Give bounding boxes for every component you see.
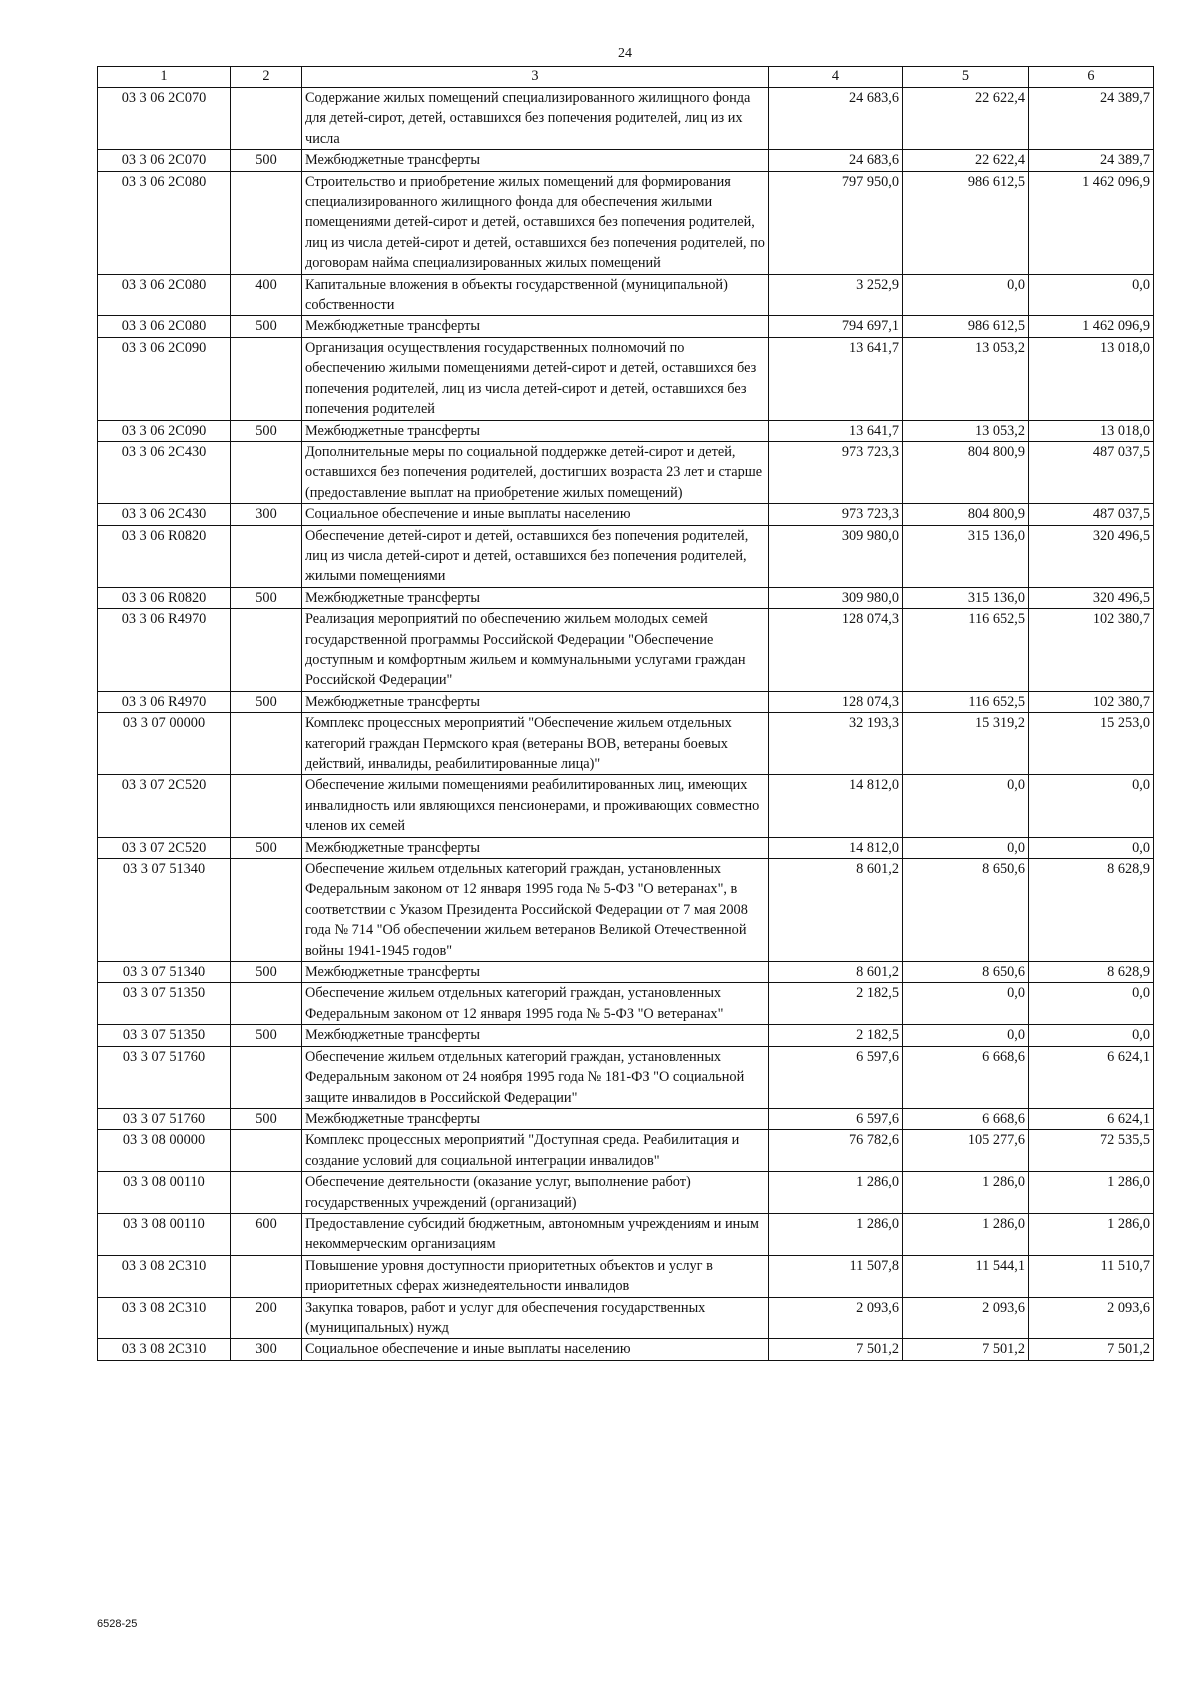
item-name-cell: Межбюджетные трансферты xyxy=(302,1025,769,1046)
amount-col6-cell: 72 535,5 xyxy=(1029,1130,1154,1172)
amount-col6-cell: 24 389,7 xyxy=(1029,88,1154,150)
table-row xyxy=(98,150,1154,171)
item-name-cell: Межбюджетные трансферты xyxy=(302,691,769,712)
table-row xyxy=(98,171,1154,274)
table-row xyxy=(98,962,1154,983)
amount-col5-cell: 7 501,2 xyxy=(903,1339,1029,1360)
amount-col5-cell: 116 652,5 xyxy=(903,691,1029,712)
amount-col6-cell: 1 286,0 xyxy=(1029,1213,1154,1255)
item-name-cell: Обеспечение жильем отдельных категорий граждан, установленных Федеральным законом от 24 ноября 1995 года № 181-ФЗ "О социальной защите инвалидов в Российской Федерации" xyxy=(302,1046,769,1108)
table-row xyxy=(98,525,1154,587)
table-row xyxy=(98,316,1154,337)
table-row xyxy=(98,337,1154,420)
table-row xyxy=(98,1108,1154,1129)
amount-col6-cell: 13 018,0 xyxy=(1029,337,1154,420)
document-code: 6528-25 xyxy=(97,1618,138,1630)
amount-col6-cell: 1 462 096,9 xyxy=(1029,171,1154,274)
amount-col4-cell: 2 182,5 xyxy=(769,1025,903,1046)
column-header: 4 xyxy=(769,67,903,88)
budget-code-cell: 03 3 07 2С520 xyxy=(98,837,231,858)
amount-col6-cell: 13 018,0 xyxy=(1029,420,1154,441)
amount-col5-cell: 116 652,5 xyxy=(903,609,1029,692)
expense-type-cell xyxy=(231,1255,302,1297)
expense-type-cell xyxy=(231,441,302,503)
budget-code-cell: 03 3 06 2С090 xyxy=(98,337,231,420)
expense-type-cell xyxy=(231,775,302,837)
item-name-cell: Межбюджетные трансферты xyxy=(302,962,769,983)
item-name-cell: Дополнительные меры по социальной поддержке детей-сирот и детей, оставшихся без попечения родителей, достигших возраста 23 лет и старше (предоставление выплат на приобретение жилых помещений) xyxy=(302,441,769,503)
expense-type-cell: 500 xyxy=(231,962,302,983)
budget-code-cell: 03 3 06 R0820 xyxy=(98,525,231,587)
expense-type-cell xyxy=(231,859,302,962)
amount-col6-cell: 0,0 xyxy=(1029,1025,1154,1046)
amount-col4-cell: 76 782,6 xyxy=(769,1130,903,1172)
expense-type-cell: 500 xyxy=(231,420,302,441)
item-name-cell: Социальное обеспечение и иные выплаты населению xyxy=(302,504,769,525)
table-row xyxy=(98,1046,1154,1108)
amount-col5-cell: 6 668,6 xyxy=(903,1108,1029,1129)
item-name-cell: Обеспечение жильем отдельных категорий граждан, установленных Федеральным законом от 12 января 1995 года № 5-ФЗ "О ветеранах", в соответствии с Указом Президента Российской Федерации от 7 мая 2008 года № 714 "Об обеспечении жильем ветеранов Великой Отечественной войны 1941-1945 годов" xyxy=(302,859,769,962)
expense-type-cell: 200 xyxy=(231,1297,302,1339)
amount-col6-cell: 1 462 096,9 xyxy=(1029,316,1154,337)
expense-type-cell: 500 xyxy=(231,316,302,337)
table-row xyxy=(98,1297,1154,1339)
item-name-cell: Межбюджетные трансферты xyxy=(302,150,769,171)
budget-code-cell: 03 3 06 2С430 xyxy=(98,504,231,525)
budget-code-cell: 03 3 08 00110 xyxy=(98,1172,231,1214)
budget-code-cell: 03 3 07 2С520 xyxy=(98,775,231,837)
budget-code-cell: 03 3 06 2С090 xyxy=(98,420,231,441)
table-row xyxy=(98,1172,1154,1214)
amount-col4-cell: 128 074,3 xyxy=(769,609,903,692)
amount-col5-cell: 15 319,2 xyxy=(903,713,1029,775)
amount-col5-cell: 2 093,6 xyxy=(903,1297,1029,1339)
table-row xyxy=(98,88,1154,150)
amount-col4-cell: 8 601,2 xyxy=(769,962,903,983)
amount-col4-cell: 6 597,6 xyxy=(769,1046,903,1108)
amount-col4-cell: 1 286,0 xyxy=(769,1213,903,1255)
budget-code-cell: 03 3 06 2С080 xyxy=(98,316,231,337)
amount-col6-cell: 102 380,7 xyxy=(1029,691,1154,712)
item-name-cell: Межбюджетные трансферты xyxy=(302,837,769,858)
item-name-cell: Реализация мероприятий по обеспечению жильем молодых семей государственной программы Российской Федерации "Обеспечение доступным и комфортным жильем и коммунальными услугами граждан Российской Федерации" xyxy=(302,609,769,692)
amount-col4-cell: 13 641,7 xyxy=(769,420,903,441)
budget-code-cell: 03 3 08 2С310 xyxy=(98,1339,231,1360)
amount-col4-cell: 13 641,7 xyxy=(769,337,903,420)
table-row xyxy=(98,1130,1154,1172)
amount-col4-cell: 2 093,6 xyxy=(769,1297,903,1339)
item-name-cell: Повышение уровня доступности приоритетных объектов и услуг в приоритетных сферах жизнедеятельности инвалидов xyxy=(302,1255,769,1297)
table-row xyxy=(98,1025,1154,1046)
amount-col6-cell: 0,0 xyxy=(1029,775,1154,837)
amount-col5-cell: 8 650,6 xyxy=(903,859,1029,962)
amount-col4-cell: 3 252,9 xyxy=(769,274,903,316)
amount-col6-cell: 7 501,2 xyxy=(1029,1339,1154,1360)
expense-type-cell xyxy=(231,171,302,274)
expense-type-cell xyxy=(231,983,302,1025)
budget-code-cell: 03 3 06 R0820 xyxy=(98,587,231,608)
amount-col5-cell: 11 544,1 xyxy=(903,1255,1029,1297)
amount-col6-cell: 487 037,5 xyxy=(1029,504,1154,525)
budget-code-cell: 03 3 08 2С310 xyxy=(98,1255,231,1297)
amount-col6-cell: 6 624,1 xyxy=(1029,1046,1154,1108)
amount-col5-cell: 315 136,0 xyxy=(903,587,1029,608)
amount-col6-cell: 0,0 xyxy=(1029,983,1154,1025)
amount-col4-cell: 309 980,0 xyxy=(769,587,903,608)
amount-col5-cell: 315 136,0 xyxy=(903,525,1029,587)
amount-col5-cell: 0,0 xyxy=(903,983,1029,1025)
table-row xyxy=(98,713,1154,775)
expense-type-cell: 300 xyxy=(231,504,302,525)
expense-type-cell: 500 xyxy=(231,150,302,171)
table-row xyxy=(98,1255,1154,1297)
expense-type-cell xyxy=(231,713,302,775)
column-header: 6 xyxy=(1029,67,1154,88)
budget-code-cell: 03 3 06 2С070 xyxy=(98,88,231,150)
table-row xyxy=(98,859,1154,962)
amount-col5-cell: 1 286,0 xyxy=(903,1172,1029,1214)
item-name-cell: Организация осуществления государственных полномочий по обеспечению жилыми помещениями детей-сирот и детей, оставшихся без попечения родителей, лиц из числа детей-сирот и детей, оставшихся без попечения родителей xyxy=(302,337,769,420)
budget-code-cell: 03 3 07 00000 xyxy=(98,713,231,775)
item-name-cell: Капитальные вложения в объекты государственной (муниципальной) собственности xyxy=(302,274,769,316)
amount-col6-cell: 487 037,5 xyxy=(1029,441,1154,503)
table-row xyxy=(98,587,1154,608)
expense-type-cell: 500 xyxy=(231,1108,302,1129)
expense-type-cell: 600 xyxy=(231,1213,302,1255)
table-row xyxy=(98,441,1154,503)
amount-col4-cell: 11 507,8 xyxy=(769,1255,903,1297)
budget-code-cell: 03 3 08 00110 xyxy=(98,1213,231,1255)
expense-type-cell xyxy=(231,88,302,150)
amount-col4-cell: 128 074,3 xyxy=(769,691,903,712)
expense-type-cell xyxy=(231,609,302,692)
amount-col5-cell: 13 053,2 xyxy=(903,420,1029,441)
page-number: 24 xyxy=(618,46,632,61)
budget-code-cell: 03 3 06 2С080 xyxy=(98,171,231,274)
column-header: 5 xyxy=(903,67,1029,88)
budget-code-cell: 03 3 08 00000 xyxy=(98,1130,231,1172)
header-row xyxy=(98,67,1154,88)
amount-col4-cell: 794 697,1 xyxy=(769,316,903,337)
budget-code-cell: 03 3 07 51760 xyxy=(98,1108,231,1129)
amount-col6-cell: 1 286,0 xyxy=(1029,1172,1154,1214)
amount-col5-cell: 0,0 xyxy=(903,775,1029,837)
amount-col4-cell: 14 812,0 xyxy=(769,837,903,858)
expense-type-cell xyxy=(231,1046,302,1108)
budget-code-cell: 03 3 06 R4970 xyxy=(98,691,231,712)
expense-type-cell xyxy=(231,1172,302,1214)
amount-col5-cell: 22 622,4 xyxy=(903,150,1029,171)
amount-col5-cell: 986 612,5 xyxy=(903,171,1029,274)
item-name-cell: Обеспечение жилыми помещениями реабилитированных лиц, имеющих инвалидность или являющихся пенсионерами, и проживающих совместно членов их семей xyxy=(302,775,769,837)
expense-type-cell: 500 xyxy=(231,837,302,858)
amount-col5-cell: 0,0 xyxy=(903,837,1029,858)
amount-col5-cell: 804 800,9 xyxy=(903,504,1029,525)
amount-col6-cell: 102 380,7 xyxy=(1029,609,1154,692)
table-row xyxy=(98,775,1154,837)
amount-col4-cell: 32 193,3 xyxy=(769,713,903,775)
table-row xyxy=(98,1213,1154,1255)
amount-col6-cell: 6 624,1 xyxy=(1029,1108,1154,1129)
amount-col5-cell: 0,0 xyxy=(903,1025,1029,1046)
amount-col6-cell: 0,0 xyxy=(1029,837,1154,858)
table-row xyxy=(98,983,1154,1025)
expense-type-cell: 300 xyxy=(231,1339,302,1360)
budget-code-cell: 03 3 08 2С310 xyxy=(98,1297,231,1339)
item-name-cell: Комплекс процессных мероприятий "Доступная среда. Реабилитация и создание условий для социальной интеграции инвалидов" xyxy=(302,1130,769,1172)
amount-col6-cell: 11 510,7 xyxy=(1029,1255,1154,1297)
amount-col6-cell: 24 389,7 xyxy=(1029,150,1154,171)
expense-type-cell: 500 xyxy=(231,691,302,712)
item-name-cell: Обеспечение жильем отдельных категорий граждан, установленных Федеральным законом от 12 января 1995 года № 5-ФЗ "О ветеранах" xyxy=(302,983,769,1025)
column-header: 2 xyxy=(231,67,302,88)
amount-col6-cell: 8 628,9 xyxy=(1029,962,1154,983)
amount-col5-cell: 22 622,4 xyxy=(903,88,1029,150)
expense-type-cell: 500 xyxy=(231,587,302,608)
column-header: 1 xyxy=(98,67,231,88)
amount-col4-cell: 2 182,5 xyxy=(769,983,903,1025)
table-body xyxy=(98,88,1154,1361)
expense-type-cell xyxy=(231,525,302,587)
amount-col6-cell: 2 093,6 xyxy=(1029,1297,1154,1339)
amount-col4-cell: 7 501,2 xyxy=(769,1339,903,1360)
expense-type-cell xyxy=(231,337,302,420)
budget-code-cell: 03 3 06 2С430 xyxy=(98,441,231,503)
budget-code-cell: 03 3 07 51350 xyxy=(98,1025,231,1046)
amount-col4-cell: 6 597,6 xyxy=(769,1108,903,1129)
table-row xyxy=(98,274,1154,316)
item-name-cell: Обеспечение детей-сирот и детей, оставшихся без попечения родителей, лиц из числа детей-сирот и детей, оставшихся без попечения родителей, жилыми помещениями xyxy=(302,525,769,587)
table-row xyxy=(98,420,1154,441)
table-row xyxy=(98,609,1154,692)
item-name-cell: Содержание жилых помещений специализированного жилищного фонда для детей-сирот, детей, оставшихся без попечения родителей, лиц из их числа xyxy=(302,88,769,150)
amount-col4-cell: 309 980,0 xyxy=(769,525,903,587)
budget-code-cell: 03 3 07 51760 xyxy=(98,1046,231,1108)
amount-col5-cell: 8 650,6 xyxy=(903,962,1029,983)
budget-code-cell: 03 3 07 51340 xyxy=(98,859,231,962)
budget-code-cell: 03 3 06 R4970 xyxy=(98,609,231,692)
table-row xyxy=(98,691,1154,712)
amount-col4-cell: 14 812,0 xyxy=(769,775,903,837)
item-name-cell: Предоставление субсидий бюджетным, автономным учреждениям и иным некоммерческим организациям xyxy=(302,1213,769,1255)
amount-col4-cell: 973 723,3 xyxy=(769,441,903,503)
amount-col5-cell: 986 612,5 xyxy=(903,316,1029,337)
amount-col5-cell: 804 800,9 xyxy=(903,441,1029,503)
table-row xyxy=(98,837,1154,858)
amount-col4-cell: 24 683,6 xyxy=(769,150,903,171)
amount-col6-cell: 15 253,0 xyxy=(1029,713,1154,775)
amount-col6-cell: 0,0 xyxy=(1029,274,1154,316)
item-name-cell: Социальное обеспечение и иные выплаты населению xyxy=(302,1339,769,1360)
budget-code-cell: 03 3 07 51340 xyxy=(98,962,231,983)
item-name-cell: Закупка товаров, работ и услуг для обеспечения государственных (муниципальных) нужд xyxy=(302,1297,769,1339)
amount-col4-cell: 1 286,0 xyxy=(769,1172,903,1214)
item-name-cell: Комплекс процессных мероприятий "Обеспечение жильем отдельных категорий граждан Пермского края (ветераны ВОВ, ветераны боевых действий, инвалиды, реабилитированные лица)" xyxy=(302,713,769,775)
expense-type-cell: 500 xyxy=(231,1025,302,1046)
amount-col5-cell: 13 053,2 xyxy=(903,337,1029,420)
amount-col5-cell: 6 668,6 xyxy=(903,1046,1029,1108)
expense-type-cell xyxy=(231,1130,302,1172)
budget-code-cell: 03 3 06 2С080 xyxy=(98,274,231,316)
budget-code-cell: 03 3 07 51350 xyxy=(98,983,231,1025)
amount-col5-cell: 0,0 xyxy=(903,274,1029,316)
budget-table xyxy=(97,66,1154,1361)
amount-col6-cell: 320 496,5 xyxy=(1029,525,1154,587)
item-name-cell: Строительство и приобретение жилых помещений для формирования специализированного жилищного фонда для обеспечения жилыми помещениями детей-сирот и детей, оставшихся без попечения родителей, лиц из числа детей-сирот и детей, оставшихся без попечения родителей, по договорам найма специализированных жилых помещений xyxy=(302,171,769,274)
expense-type-cell: 400 xyxy=(231,274,302,316)
amount-col4-cell: 973 723,3 xyxy=(769,504,903,525)
budget-code-cell: 03 3 06 2С070 xyxy=(98,150,231,171)
amount-col6-cell: 320 496,5 xyxy=(1029,587,1154,608)
column-header: 3 xyxy=(302,67,769,88)
amount-col6-cell: 8 628,9 xyxy=(1029,859,1154,962)
amount-col5-cell: 1 286,0 xyxy=(903,1213,1029,1255)
item-name-cell: Обеспечение деятельности (оказание услуг, выполнение работ) государственных учреждений (организаций) xyxy=(302,1172,769,1214)
amount-col4-cell: 797 950,0 xyxy=(769,171,903,274)
amount-col4-cell: 8 601,2 xyxy=(769,859,903,962)
item-name-cell: Межбюджетные трансферты xyxy=(302,316,769,337)
item-name-cell: Межбюджетные трансферты xyxy=(302,420,769,441)
table-row xyxy=(98,1339,1154,1360)
table-row xyxy=(98,504,1154,525)
amount-col5-cell: 105 277,6 xyxy=(903,1130,1029,1172)
item-name-cell: Межбюджетные трансферты xyxy=(302,587,769,608)
table-header xyxy=(98,67,1154,88)
amount-col4-cell: 24 683,6 xyxy=(769,88,903,150)
item-name-cell: Межбюджетные трансферты xyxy=(302,1108,769,1129)
